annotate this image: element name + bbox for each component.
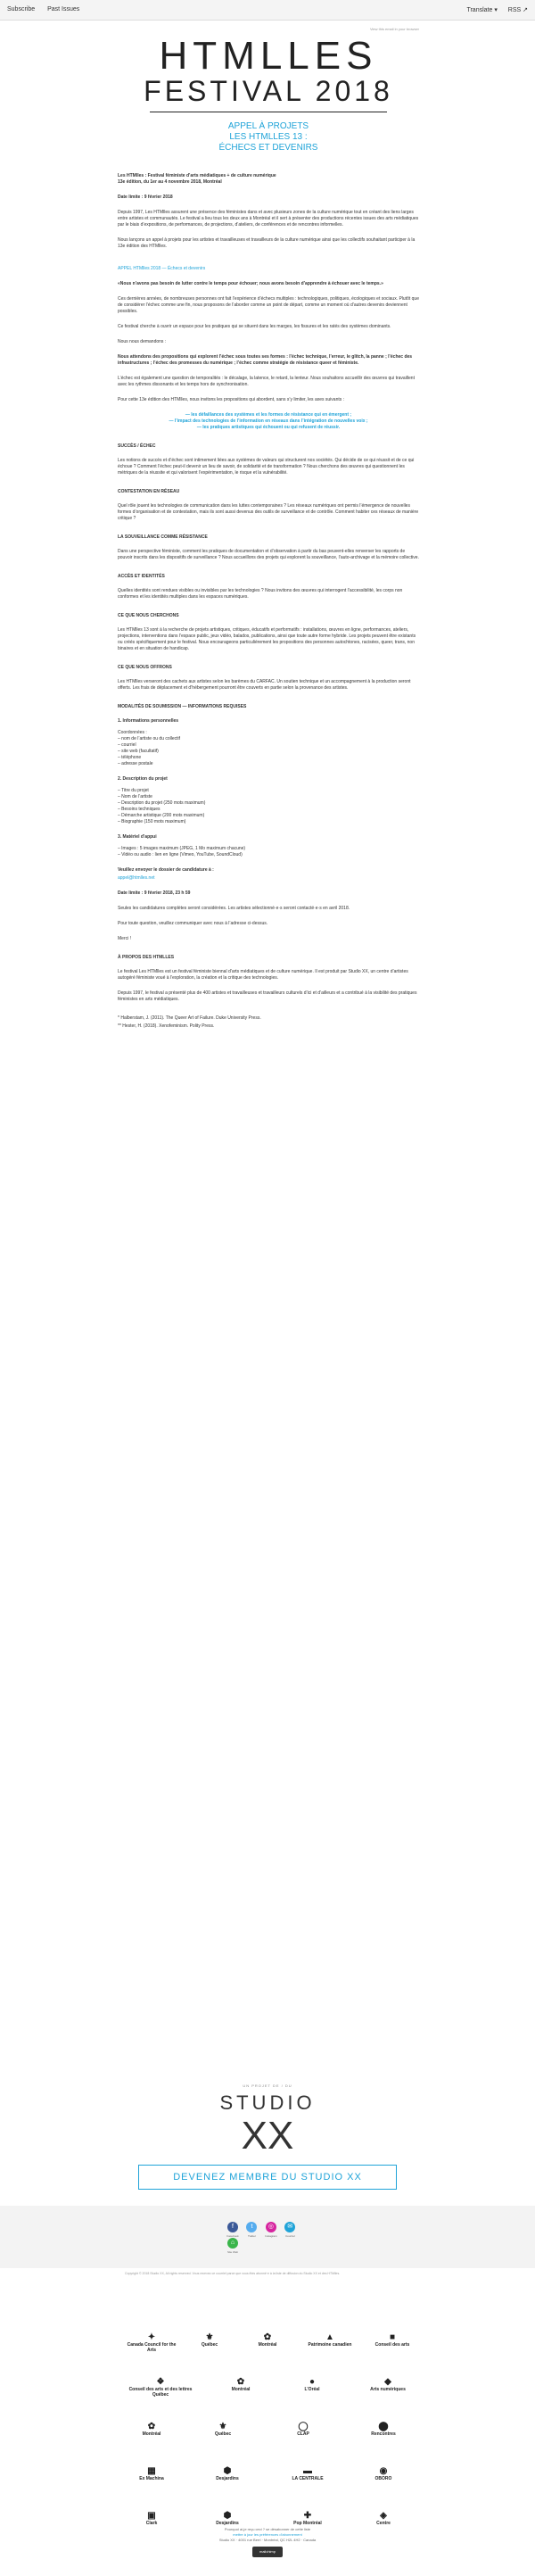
brand-icon: ● bbox=[309, 2377, 316, 2387]
sponsor-name: L’Oréal bbox=[304, 2387, 320, 2392]
sponsor-logo bbox=[125, 2466, 178, 2481]
section-text: Dans une perspective féministe, comment les pratiques de documentation et d’observation à partir du bas peuvent-elles renverser les rapports de pouvoir inscrits dans les dispositifs de surveillance ? Nous accueillons des projets qui explorent la souveillance, l’auto-archivage et la mémoire collective. bbox=[118, 549, 419, 560]
intro-paragraph: Depuis 1997, Les HTMlles assurent une présence des féministes dans et avec plusieurs zones de la culture numérique tout en créant des liens larges entre artistes et communautés. Le festival a lieu tous les deux ans à Montréal et il sert à présenter des productions récentes issues des arts médiatiques par le biais d’expositions, de performances, de projections, d’ateliers, de conférences et de rencontres informelles. bbox=[118, 210, 419, 228]
sponsor-name: Conseil des arts et des lettres Québec bbox=[128, 2387, 193, 2398]
sponsor-logo bbox=[357, 2466, 410, 2481]
la-centrale-icon: ▬ bbox=[303, 2466, 312, 2476]
section-title: SUCCÈS / ÉCHEC bbox=[118, 443, 156, 449]
twitter-link[interactable] bbox=[245, 2222, 258, 2238]
arts-council-icon: ■ bbox=[389, 2332, 396, 2342]
section bbox=[118, 443, 419, 476]
sponsor-name: Centre bbox=[376, 2521, 391, 2526]
sponsor-name: OBORO bbox=[374, 2476, 392, 2481]
submission-step: 3. Matériel d’appui bbox=[118, 834, 157, 840]
sponsor-logo bbox=[303, 2332, 357, 2348]
section bbox=[118, 665, 419, 692]
pop-montreal-icon: ✚ bbox=[303, 2511, 312, 2521]
deadline-text: Date limite : 9 février 2018 bbox=[118, 195, 173, 200]
sponsor-name: Canada Council for the Arts bbox=[127, 2342, 177, 2353]
website-link[interactable] bbox=[226, 2238, 239, 2254]
legal-text: Copyright © 2018 Studio XX, All rights reserved. Vous recevez ce courriel parce que vous êtes abonné·e à la liste de diffusion du Studio XX et des HTMlles. bbox=[125, 2272, 341, 2275]
list-item: – Nom de l’artiste bbox=[118, 794, 152, 799]
postal-address: Studio XX · 4001 rue Berri · Montréal, QC H2L 4H2 · Canada bbox=[218, 2538, 317, 2542]
list-item: – Titre du projet bbox=[118, 788, 149, 793]
intro-title bbox=[118, 173, 419, 186]
sponsor-logo bbox=[241, 2332, 294, 2348]
section-text: Quelles identités sont rendues visibles ou invisibles par les technologies ? Nous invitons des œuvres qui interrogent l’accessibilité, les corps non conformes et les identités multiples dans les espaces numériques. bbox=[118, 588, 403, 600]
sponsor-name: Patrimoine canadien bbox=[308, 2342, 352, 2348]
social-bar bbox=[0, 2206, 535, 2268]
update-preferences-link[interactable]: mettre à jour les préférences d’abonnement bbox=[233, 2532, 302, 2537]
ex-machina-icon: ▦ bbox=[147, 2466, 156, 2476]
sponsor-logo bbox=[276, 2422, 330, 2437]
submission-thanks: Merci ! bbox=[118, 936, 131, 941]
translate-dropdown[interactable]: Translate ▾ bbox=[466, 7, 498, 13]
sponsor-name: Montréal bbox=[258, 2342, 277, 2348]
sponsor-logo bbox=[125, 2377, 196, 2398]
sponsor-name: LA CENTRALE bbox=[292, 2476, 324, 2481]
theme-paragraph: L’échec est également une question de temporalités : le décalage, la latence, le retard, la lenteur. Nous souhaitons accueillir des œuvres qui travaillent avec les rythmes dissonants et les temps hors de synchronisation. bbox=[118, 376, 415, 387]
intro-paragraph-2: Nous lançons un appel à projets pour les artistes et travailleuses et travailleurs de la culture numérique ainsi que les collectifs souhaitant participer à la 13e édition des HTMlles. bbox=[118, 237, 416, 249]
sponsor-logo bbox=[276, 2511, 339, 2526]
digital-arts-icon: ◆ bbox=[384, 2377, 391, 2387]
list-item: – courriel bbox=[118, 742, 136, 748]
email-footer bbox=[0, 2527, 535, 2557]
theme-blockquote: Nous attendons des propositions qui explorent l’échec sous toutes ses formes : l’échec technique, l’erreur, le glitch, la panne ; l’échec des infrastructures ; l’échec des promesses du numérique ; l’échec comme stratégie de résistance queer et féministe. bbox=[118, 354, 413, 366]
sponsor-logo bbox=[357, 2377, 419, 2392]
theme-axis: — l’impact des technologies de l’information en réseaux dans l’intégration de nouvelles voix ; bbox=[169, 418, 368, 424]
calq-icon: ❖ bbox=[156, 2377, 165, 2387]
sponsor-logo bbox=[125, 2422, 178, 2437]
sponsor-logo bbox=[196, 2422, 250, 2437]
festival-logo-title: HTMLLES bbox=[159, 34, 378, 78]
desjardins-icon: ⬢ bbox=[223, 2511, 232, 2521]
sponsor-name: Clark bbox=[145, 2521, 158, 2526]
become-member-button[interactable]: DEVENEZ MEMBRE DU STUDIO XX bbox=[138, 2165, 397, 2190]
theme-paragraph: Ces dernières années, de nombreuses personnes ont fait l’expérience d’échecs multiples : technologiques, politiques, écologiques et sociaux. Plutôt que de considérer l’échec comme une fin, nous proposons de l’aborder comme un point de départ, comme un moment où d’autres devenirs deviennent possibles. bbox=[118, 296, 419, 314]
submission-deadline: Date limite : 9 février 2018, 23 h 59 bbox=[118, 890, 191, 896]
sponsor-logo bbox=[187, 2332, 232, 2348]
sponsor-row bbox=[125, 2459, 419, 2495]
sponsor-logo bbox=[125, 2511, 178, 2526]
section-text: Les HTMlles 13 sont à la recherche de projets artistiques, critiques, éducatifs et performatifs : installations, œuvres en ligne, performances, ateliers, projections, interventions dans l’espace public, jeux vidéo, balados, publications, ainsi que toute autre forme hybride. Les projets peuvent être existants ou créés spécifiquement pour le festival. Nous encourageons particulièrement les propositions des personnes autochtones, racisées, queer, trans, non binaires et en situation de handicap. bbox=[118, 627, 416, 651]
facebook-icon: f bbox=[227, 2222, 238, 2232]
list-item: – nom de l’artiste ou du collectif bbox=[118, 736, 181, 741]
studio-xx-block bbox=[0, 2083, 535, 2190]
sponsor-logo bbox=[214, 2377, 268, 2392]
sponsor-name: Desjardins bbox=[216, 2521, 239, 2526]
sponsor-name: Pop Montréal bbox=[293, 2521, 322, 2526]
submission-list bbox=[118, 846, 419, 858]
sponsor-name: Rencontres bbox=[371, 2431, 396, 2437]
section-text: Les HTMlles verseront des cachets aux artistes selon les barèmes du CARFAC. Un soutien technique et un accompagnement à la production seront offerts. Les frais de déplacement et d’hébergement pourront être couverts en partie selon la provenance des artistes. bbox=[118, 679, 411, 691]
list-item: – Description du projet (250 mots maximum) bbox=[118, 800, 206, 806]
circle-logo-icon: ⬤ bbox=[378, 2422, 389, 2431]
web-version-link[interactable]: View this email in your browser bbox=[369, 27, 419, 31]
centre-icon: ◈ bbox=[380, 2511, 387, 2521]
footnote: ** Hester, H. (2018). Xenofeminism. Polity Press. bbox=[118, 1023, 215, 1029]
submission-title: MODALITÉS DE SOUMISSION — INFORMATIONS REQUISES bbox=[118, 704, 247, 709]
sponsor-name: CLAP bbox=[297, 2431, 309, 2437]
unsubscribe-link[interactable]: Pourquoi ai-je reçu ceci ? se désabonner de cette liste bbox=[224, 2527, 311, 2531]
sponsor-logo bbox=[196, 2466, 259, 2481]
sponsor-logo bbox=[125, 2332, 178, 2353]
sponsor-name: Conseil des arts bbox=[374, 2342, 410, 2348]
sponsor-name: Québec bbox=[214, 2431, 232, 2437]
globe-icon: ⌂ bbox=[227, 2238, 238, 2249]
section-title: CE QUE NOUS CHERCHONS bbox=[118, 613, 179, 618]
fleur-de-lis-icon: ⚜ bbox=[218, 2422, 227, 2431]
section-title: LA SOUVEILLANCE COMME RÉSISTANCE bbox=[118, 534, 208, 540]
list-item: – téléphone bbox=[118, 755, 142, 760]
about-paragraph: Depuis 1997, le festival a présenté plus de 400 artistes et travailleuses et travailleurs culturels d’ici et d’ailleurs et a contribué à la visibilité des pratiques féministes en arts médiatiques. bbox=[118, 990, 417, 1002]
list-item: – Vidéo ou audio : lien en ligne (Vimeo, YouTube, SoundCloud) bbox=[118, 852, 243, 857]
submission-list bbox=[118, 788, 419, 825]
sponsor-name: Montréal bbox=[231, 2387, 251, 2392]
clap-icon: ◯ bbox=[298, 2422, 309, 2431]
sponsor-logo bbox=[196, 2511, 259, 2526]
submission-step: 2. Description du projet bbox=[118, 776, 168, 782]
sponsor-logo bbox=[285, 2377, 339, 2392]
theme-axis: — les défaillances des systèmes et les formes de résistance qui en émergent ; bbox=[185, 412, 352, 418]
section bbox=[118, 613, 419, 652]
submission-contact: Pour toute question, veuillez communiquer avec nous à l’adresse ci-dessus. bbox=[118, 921, 268, 926]
sponsor-logos bbox=[125, 2325, 419, 2548]
call-heading-line3: ÉCHECS ET DEVENIRS bbox=[218, 143, 318, 153]
sponsor-name: Arts numériques bbox=[370, 2387, 406, 2392]
call-heading-line1: APPEL À PROJETS bbox=[227, 121, 309, 131]
submission-email-link[interactable]: appel@htmlles.net bbox=[118, 875, 155, 881]
festival-logo-subtitle: FESTIVAL 2018 bbox=[144, 75, 393, 107]
social-label: Site Web bbox=[226, 2250, 239, 2254]
sponsor-logo bbox=[357, 2422, 410, 2437]
submission-step: 1. Informations personnelles bbox=[118, 718, 179, 724]
studio-logo-text: STUDIO bbox=[219, 2091, 316, 2114]
list-item: – Démarche artistique (200 mots maximum) bbox=[118, 813, 205, 818]
subscribe-link[interactable]: Subscribe bbox=[7, 6, 36, 12]
section-text: Quel rôle jouent les technologies de communication dans les luttes contemporaines ? Les réseaux numériques ont permis l’émergence de nouvelles formes d’organisation et de contestation, mais ils sont aussi devenus des outils de surveillance et de contrôle. Comment habiter ces réseaux de manière critique ? bbox=[118, 503, 419, 521]
sponsor-logo bbox=[276, 2466, 339, 2481]
submission-send: Veuillez envoyer le dossier de candidature à : bbox=[118, 867, 214, 873]
browser-toolbar bbox=[0, 0, 535, 21]
theme-quote: «Nous n’avons pas besoin de lutter contre le temps pour échouer; nous avons besoin d’apprendre à échouer avec le temps.» bbox=[118, 281, 383, 286]
sponsor-name: Montréal bbox=[142, 2431, 161, 2437]
instagram-icon: ◎ bbox=[266, 2222, 276, 2232]
montreal-icon: ✿ bbox=[263, 2332, 272, 2342]
presented-by-label: UN PROJET DE / DU bbox=[243, 2083, 292, 2088]
fleur-de-lis-icon: ⚜ bbox=[205, 2332, 214, 2342]
twitter-icon: t bbox=[246, 2222, 257, 2232]
submission-list bbox=[118, 730, 419, 767]
list-item: – Images : 5 images maximum (JPEG, 1 Mo maximum chacune) bbox=[118, 846, 246, 851]
social-icons bbox=[226, 2222, 309, 2254]
list-item: – site web (facultatif) bbox=[118, 749, 159, 754]
theme-axes bbox=[118, 412, 419, 431]
list-item: – Biographie (150 mots maximum) bbox=[118, 819, 186, 824]
list-item: – Besoins techniques bbox=[118, 807, 160, 812]
social-label: Twitter bbox=[248, 2234, 256, 2238]
sponsor-row bbox=[125, 2325, 419, 2361]
section-title: CE QUE NOUS OFFRONS bbox=[118, 665, 172, 670]
theme-paragraph: Pour cette 13e édition des HTMlles, nous invitons les propositions qui abordent, sans s’y limiter, les axes suivants : bbox=[118, 397, 345, 402]
list-item: Coordonnées : bbox=[118, 730, 147, 735]
call-heading-line2: LES HTMLLES 13 : bbox=[229, 132, 308, 142]
studio-xx-mark: XX bbox=[241, 2114, 294, 2158]
section bbox=[118, 534, 419, 561]
section bbox=[118, 574, 419, 601]
sponsor-logo bbox=[366, 2332, 419, 2348]
section-title: CONTESTATION EN RÉSEAU bbox=[118, 489, 180, 494]
sponsor-row bbox=[125, 2370, 419, 2406]
about-title: À PROPOS DES HTMLLES bbox=[118, 955, 175, 960]
theme-title: APPEL HTMlles 2018 — Échecs et devenirs bbox=[118, 266, 206, 271]
montreal-icon: ✿ bbox=[236, 2377, 245, 2387]
rss-link[interactable]: RSS ↗ bbox=[507, 7, 528, 13]
social-label: Facebook bbox=[226, 2234, 239, 2238]
canada-flag-icon: ✦ bbox=[147, 2332, 156, 2342]
sponsor-name: Québec bbox=[201, 2342, 218, 2348]
heritage-icon: ▲ bbox=[325, 2332, 334, 2342]
intro-line2: 13e édition, du 1er au 4 novembre 2018, Montréal bbox=[118, 179, 222, 185]
sponsor-row bbox=[125, 2414, 419, 2450]
email-body bbox=[118, 23, 419, 1030]
section-title: ACCÈS ET IDENTITÉS bbox=[118, 574, 165, 579]
submission-note: Seules les candidatures complètes seront considérées. Les artistes sélectionné·e·s seront contacté·e·s en avril 2018. bbox=[118, 906, 350, 911]
montreal-icon: ✿ bbox=[147, 2422, 156, 2431]
clark-icon: ▣ bbox=[147, 2511, 156, 2521]
footnote: * Halberstam, J. (2011). The Queer Art of Failure. Duke University Press. bbox=[118, 1015, 261, 1021]
about-paragraph: Le festival Les HTMlles est un festival féministe biennal d’arts médiatiques et de culture numérique. Il est produit par Studio XX, un centre d’artistes autogéré féministe voué à l’exploration, la création et la critique des technologies. bbox=[118, 969, 408, 981]
list-item: – adresse postale bbox=[118, 761, 153, 766]
sponsor-name: Ex Machina bbox=[139, 2476, 164, 2481]
instagram-link[interactable] bbox=[265, 2222, 277, 2238]
past-issues-link[interactable]: Past Issues bbox=[47, 6, 80, 12]
social-label: Instagram bbox=[265, 2234, 277, 2238]
theme-paragraph: Ce festival cherche à ouvrir un espace pour les pratiques qui se situent dans les marges, les fissures et les ratés des systèmes dominants. bbox=[118, 324, 391, 329]
section bbox=[118, 489, 419, 522]
email-icon: ✉ bbox=[284, 2222, 295, 2232]
section-text: Les notions de succès et d’échec sont intimement liées aux systèmes de valeurs qui structurent nos sociétés. Qui décide de ce qui réussit et de ce qui échoue ? Comment l’échec peut-il devenir un lieu de savoir, de solidarité et de transformation ? Nous cherchons des œuvres qui questionnent les métriques de la réussite et qui valorisent l’expérimentation, le risque et la vulnérabilité. bbox=[118, 458, 415, 476]
oboro-icon: ◉ bbox=[379, 2466, 388, 2476]
theme-axis: — les pratiques artistiques qui échouent ou qui refusent de réussir. bbox=[196, 425, 341, 430]
sponsor-logo bbox=[357, 2511, 410, 2526]
sponsor-name: Desjardins bbox=[216, 2476, 239, 2481]
call-heading bbox=[118, 121, 419, 153]
desjardins-icon: ⬢ bbox=[223, 2466, 232, 2476]
mailchimp-badge[interactable]: mailchimp bbox=[252, 2547, 283, 2557]
intro-line1: Les HTMlles : Festival féministe d’arts médiatiques + de culture numérique bbox=[118, 173, 276, 178]
facebook-link[interactable] bbox=[226, 2222, 239, 2238]
theme-paragraph: Nous nous demandons : bbox=[118, 339, 167, 344]
email-link[interactable] bbox=[284, 2222, 296, 2238]
social-label: Courriel bbox=[285, 2234, 295, 2238]
